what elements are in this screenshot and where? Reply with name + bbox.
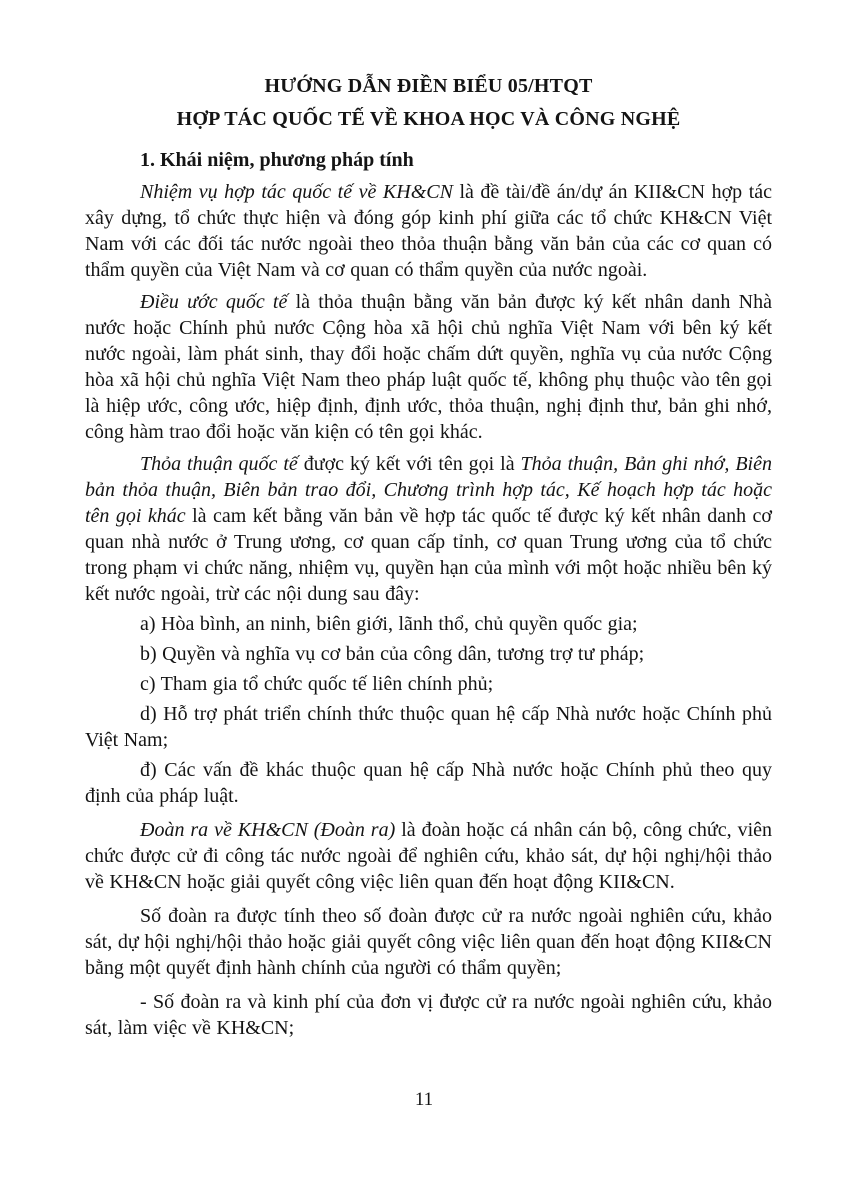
paragraph — [85, 289, 772, 445]
italic-text-run: Thỏa thuận quốc tế — [140, 453, 298, 475]
list-item — [85, 701, 772, 753]
section-heading: 1. Khái niệm, phương pháp tính — [140, 149, 414, 171]
paragraph — [85, 989, 772, 1041]
text-run: là thỏa thuận bằng văn bản được ký kết nhân danh Nhà nước hoặc Chính phủ nước Cộng hòa xã hội chủ nghĩa Việt Nam với bên ký kết nước ngoài, làm phát sinh, thay đổi hoặc chấm dứt quyền, nghĩa vụ của nước Cộng hòa xã hội chủ nghĩa Việt Nam theo pháp luật quốc tế, không phụ thuộc vào tên gọi là hiệp ước, công ước, hiệp định, định ước, thỏa thuận, nghị định thư, bản ghi nhớ, công hàm trao đổi hoặc văn kiện có tên gọi khác. — [85, 291, 772, 443]
list-item — [85, 671, 772, 697]
text-run: a) Hòa bình, an ninh, biên giới, lãnh thổ, chủ quyền quốc gia; — [140, 613, 638, 635]
list-item — [85, 611, 772, 637]
text-run: là đề tài/đề án/dự án KII&CN hợp tác xây dựng, tổ chức thực hiện và đóng góp kinh phí giữa các tổ chức KH&CN Việt Nam với các đối tác nước ngoài theo thỏa thuận bằng văn bản của các cơ quan có thẩm quyền của Việt Nam và cơ quan có thẩm quyền của nước ngoài. — [85, 181, 773, 281]
document-content — [85, 70, 772, 1041]
list-item — [85, 641, 772, 667]
text-run: là cam kết bằng văn bản về hợp tác quốc tế được ký kết nhân danh cơ quan nhà nước ở Trung ương, cơ quan cấp tỉnh, cơ quan Trung ương của tổ chức trong phạm vi chức năng, nhiệm vụ, quyền hạn của mình với một hoặc nhiều bên ký kết nước ngoài, trừ các nội dung sau đây: — [85, 505, 772, 605]
document-title-line2: HỢP TÁC QUỐC TẾ VỀ KHOA HỌC VÀ CÔNG NGHỆ — [176, 108, 681, 130]
paragraph — [85, 179, 772, 283]
text-run: Số đoàn ra được tính theo số đoàn được cử ra nước ngoài nghiên cứu, khảo sát, dự hội nghị/hội thảo hoặc giải quyết công việc liên quan đến hoạt động KII&CN bằng một quyết định hành chính của người có thẩm quyền; — [85, 905, 772, 979]
text-run: c) Tham gia tổ chức quốc tế liên chính phủ; — [140, 673, 494, 695]
italic-text-run: Nhiệm vụ hợp tác quốc tế về KH&CN — [140, 181, 453, 203]
italic-text-run: Điều ước quốc tế — [140, 291, 288, 313]
page-number: 11 — [414, 1089, 434, 1110]
paragraph — [85, 817, 772, 895]
list-item — [85, 757, 772, 809]
paragraph — [85, 903, 772, 981]
document-body — [85, 179, 772, 1041]
text-run: được ký kết với tên gọi là — [297, 453, 521, 475]
italic-text-run: Thỏa thuận, Bản ghi nhớ, Biên bản thỏa thuận, Biên bản trao đổi, Chương trình hợp tác, Kế hoạch hợp tác hoặc tên gọi khác — [85, 453, 772, 527]
paragraph — [85, 451, 772, 607]
text-run: b) Quyền và nghĩa vụ cơ bản của công dân, tương trợ tư pháp; — [140, 643, 645, 665]
text-run: - Số đoàn ra và kinh phí của đơn vị được cử ra nước ngoài nghiên cứu, khảo sát, làm việc về KH&CN; — [85, 991, 772, 1039]
text-run: là đoàn hoặc cá nhân cán bộ, công chức, viên chức được cử đi công tác nước ngoài để nghiên cứu, khảo sát, dự hội nghị/hội thảo về KH&CN hoặc giải quyết công việc liên quan đến hoạt động KII&CN. — [85, 819, 772, 893]
italic-text-run: Đoàn ra về KH&CN (Đoàn ra) — [140, 819, 396, 841]
text-run: đ) Các vấn đề khác thuộc quan hệ cấp Nhà nước hoặc Chính phủ theo quy định của pháp luật. — [85, 759, 772, 807]
text-run: d) Hỗ trợ phát triển chính thức thuộc quan hệ cấp Nhà nước hoặc Chính phủ Việt Nam; — [85, 703, 772, 751]
document-title-line1: HƯỚNG DẪN ĐIỀN BIỂU 05/HTQT — [264, 75, 593, 97]
